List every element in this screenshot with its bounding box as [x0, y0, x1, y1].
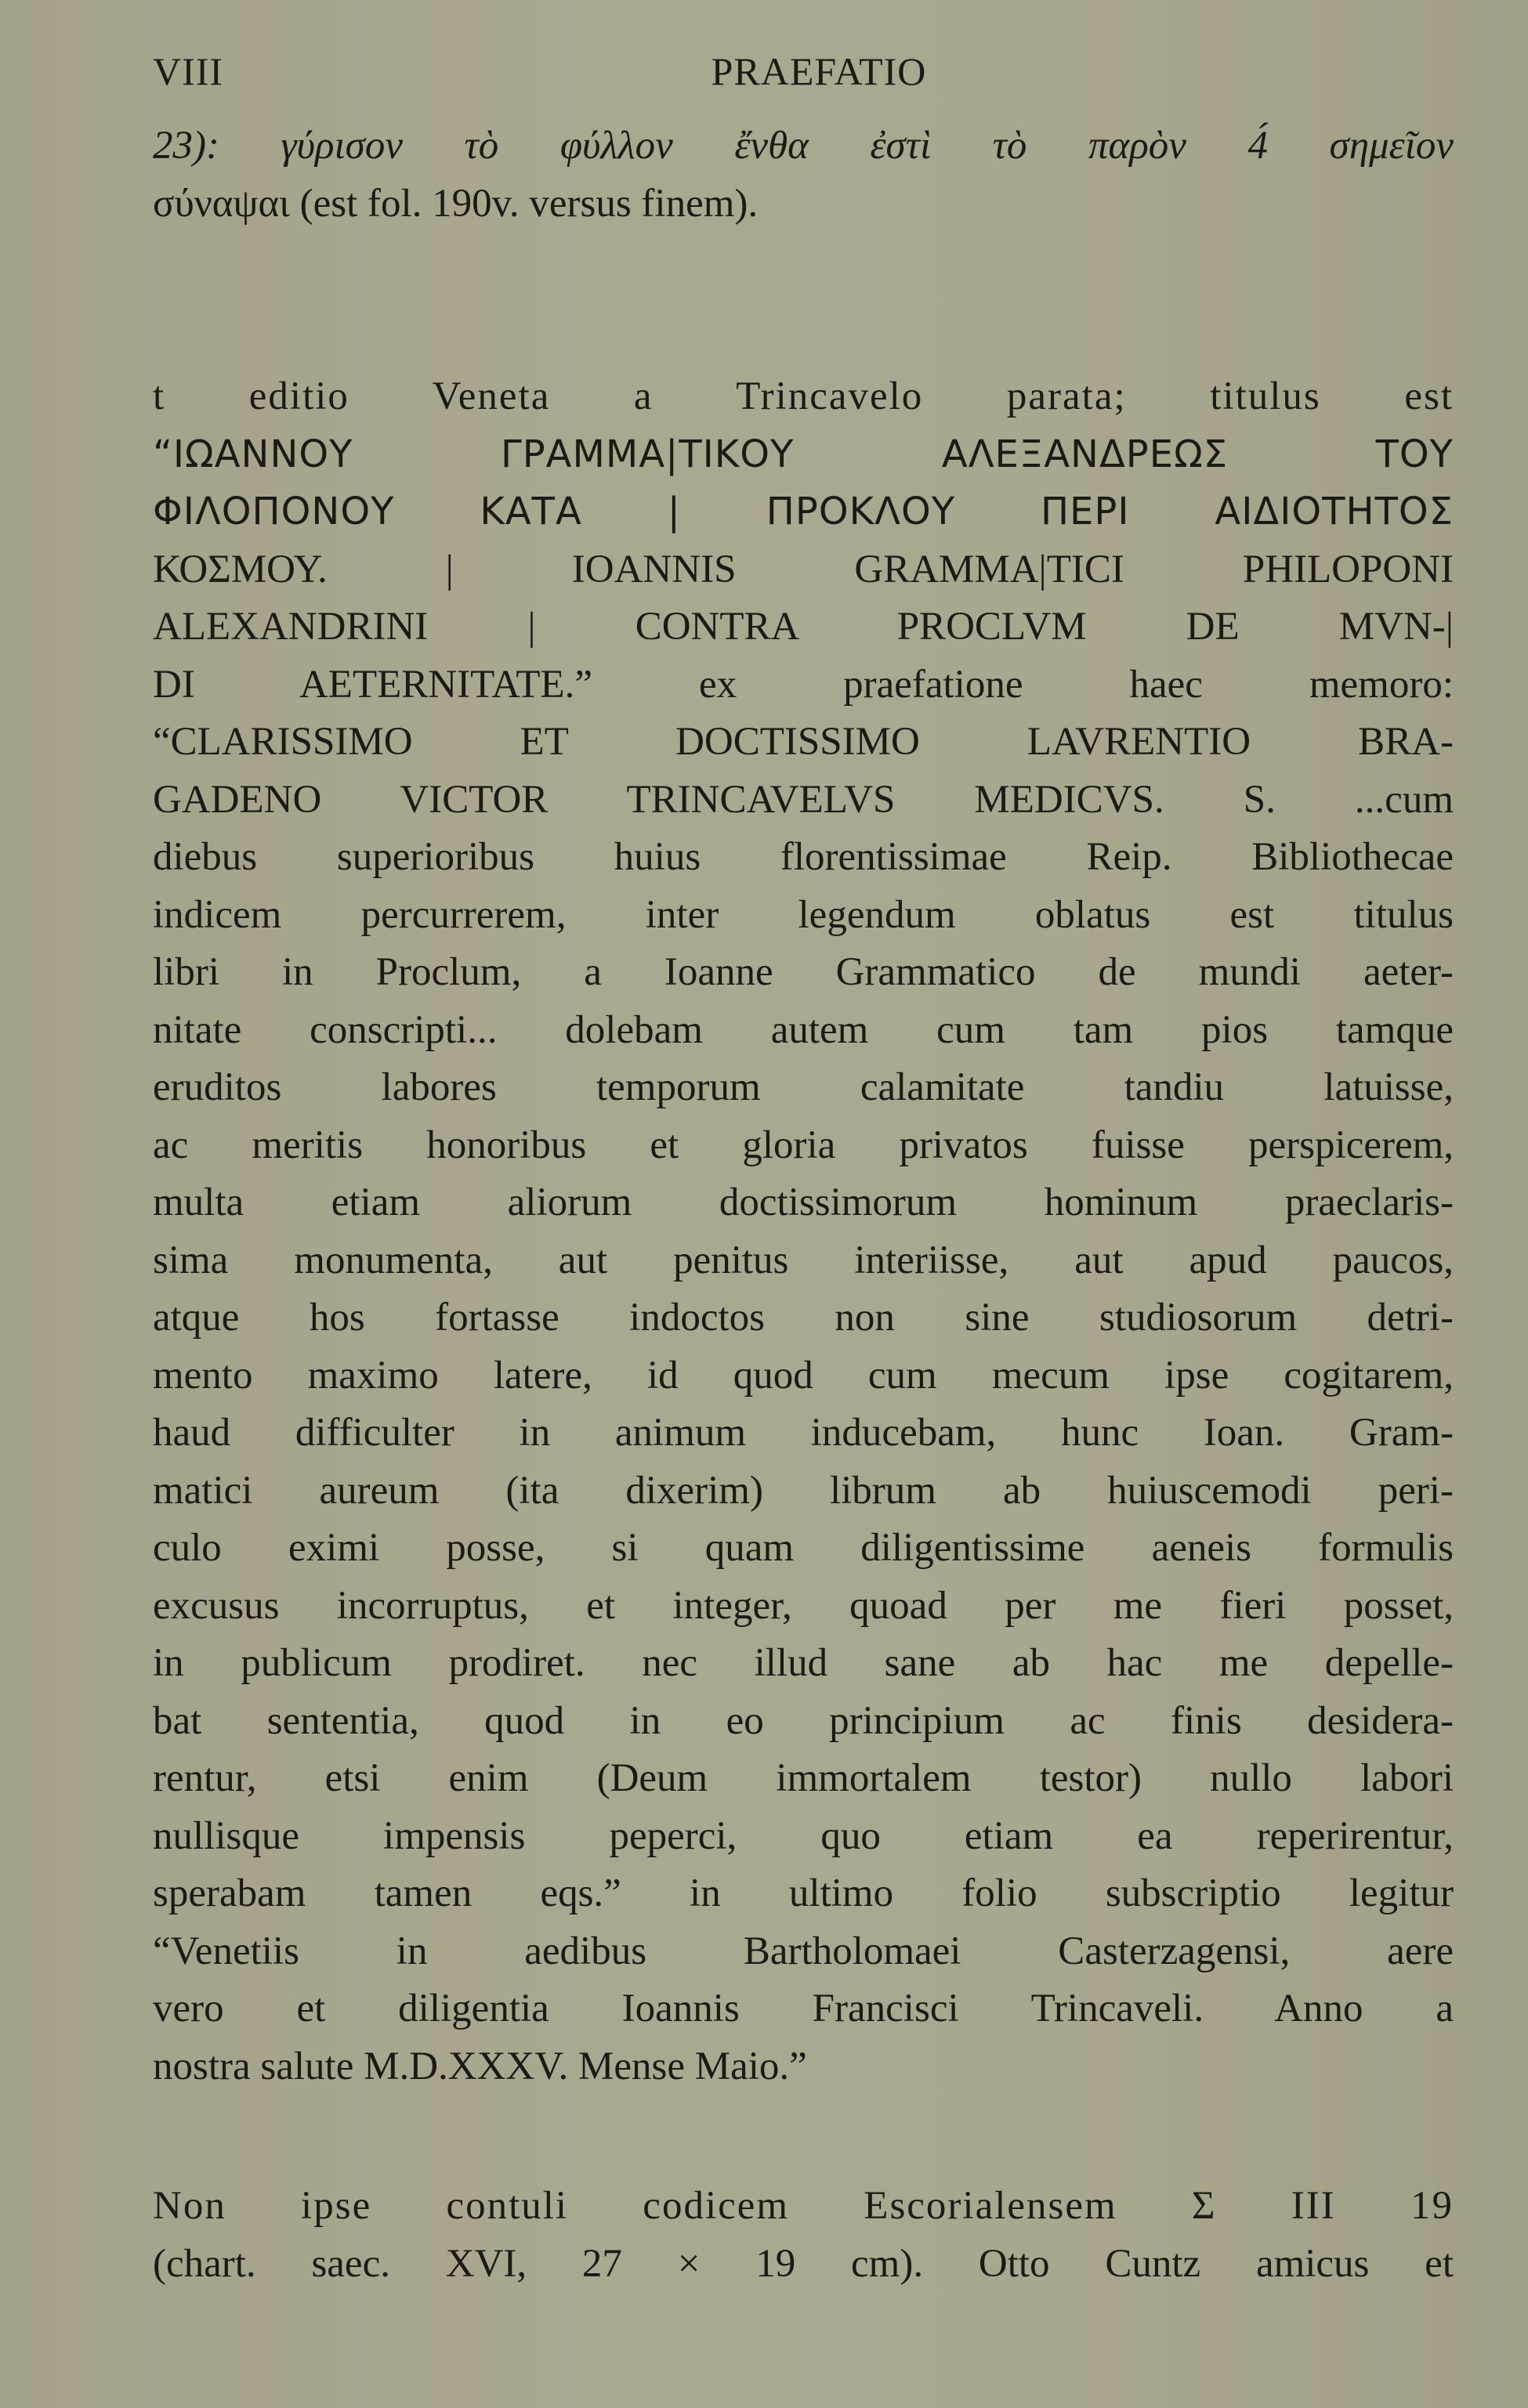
text-line: ALEXANDRINI | CONTRA PROCLVM DE MVN-|	[153, 605, 1454, 649]
text-line: ΚΟΣΜΟΥ. | IOANNIS GRAMMA|TICI PHILOPONI	[153, 547, 1454, 591]
text-line: in publicum prodiret. nec illud sane ab hac me depelle-	[153, 1641, 1454, 1685]
running-header	[153, 49, 1454, 96]
text-line: ac meritis honoribus et gloria privatos fuisse perspicerem,	[153, 1123, 1454, 1167]
text-line: indicem percurrerem, inter legendum oblatus est titulus	[153, 892, 1454, 937]
text-line: multa etiam aliorum doctissimorum hominum praeclaris-	[153, 1180, 1454, 1224]
text-line: mento maximo latere, id quod cum mecum ipse cogitarem,	[153, 1353, 1454, 1397]
text-line: 23): γύρισον τὸ φύλλον ἔνθα ἐστὶ τὸ παρὸν 4́ σημεῖον	[153, 124, 1454, 168]
text-line: sima monumenta, aut penitus interiisse, aut apud paucos,	[153, 1238, 1454, 1282]
text-line: “ΙΩΑΝΝΟΥ ΓΡΑΜΜΑ|ΤΙΚΟΥ ΑΛΕΞΑΝΔΡΕΩΣ ΤΟΥ	[153, 432, 1454, 476]
text-line: excusus incorruptus, et integer, quoad per me fieri posset,	[153, 1583, 1454, 1628]
text-line: matici aureum (ita dixerim) librum ab huiuscemodi peri-	[153, 1468, 1454, 1513]
paragraph-greek-note	[153, 118, 1454, 233]
paragraph-editio-veneta	[153, 368, 1454, 2095]
text-line: “Venetiis in aedibus Bartholomaei Casterzagensi, aere	[153, 1929, 1454, 1973]
text-line: vero et diligentia Ioannis Francisci Trincaveli. Anno a	[153, 1987, 1454, 2030]
text-line: atque hos fortasse indoctos non sine studiosorum detri-	[153, 1296, 1454, 1340]
text-line: σύναψαι (est fol. 190v. versus finem).	[153, 181, 759, 226]
text-line: GADENO VICTOR TRINCAVELVS MEDICVS. S. ...cum	[153, 777, 1454, 822]
text-line: (chart. saec. XVI, 27 × 19 cm). Otto Cuntz amicus et	[153, 2241, 1454, 2286]
text-line: t editio Veneta a Trincavelo parata; titulus est	[153, 374, 1454, 418]
text-line: culo eximi posse, si quam diligentissime aeneis formulis	[153, 1526, 1454, 1570]
text-line: haud difficulter in animum inducebam, hunc Ioan. Gram-	[153, 1411, 1454, 1455]
paragraph-escorialensis	[153, 2178, 1454, 2293]
text-line: “CLARISSIMO ET DOCTISSIMO LAVRENTIO BRA-	[153, 720, 1454, 764]
text-line: eruditos labores temporum calamitate tandiu latuisse,	[153, 1065, 1454, 1109]
text-line: DI AETERNITATE.” ex praefatione haec memoro:	[153, 662, 1454, 707]
text-line: nitate conscripti... dolebam autem cum tam pios tamque	[153, 1007, 1454, 1052]
text-line: diebus superioribus huius florentissimae Reip. Bibliothecae	[153, 835, 1454, 879]
text-line: sperabam tamen eqs.” in ultimo folio subscriptio legitur	[153, 1871, 1454, 1915]
page-number: VIII	[153, 49, 224, 93]
text-line: Non ipse contuli codicem Escorialensem Σ III 19	[153, 2184, 1454, 2228]
text-line: libri in Proclum, a Ioanne Grammatico de mundi aeter-	[153, 950, 1454, 994]
text-line: nullisque impensis peperci, quo etiam ea reperirentur,	[153, 1813, 1454, 1858]
text-line: bat sententia, quod in eo principium ac finis desidera-	[153, 1698, 1454, 1743]
text-line: rentur, etsi enim (Deum immortalem testor) nullo labori	[153, 1756, 1454, 1800]
text-line: ΦΙΛΟΠΟΝΟΥ ΚΑΤΑ | ΠΡΟΚΛΟΥ ΠΕΡΙ ΑΙΔΙΟΤΗΤΟΣ	[153, 490, 1454, 533]
running-title: PRAEFATIO	[711, 49, 927, 93]
text-line: nostra salute M.D.XXXV. Mense Maio.”	[153, 2044, 807, 2088]
